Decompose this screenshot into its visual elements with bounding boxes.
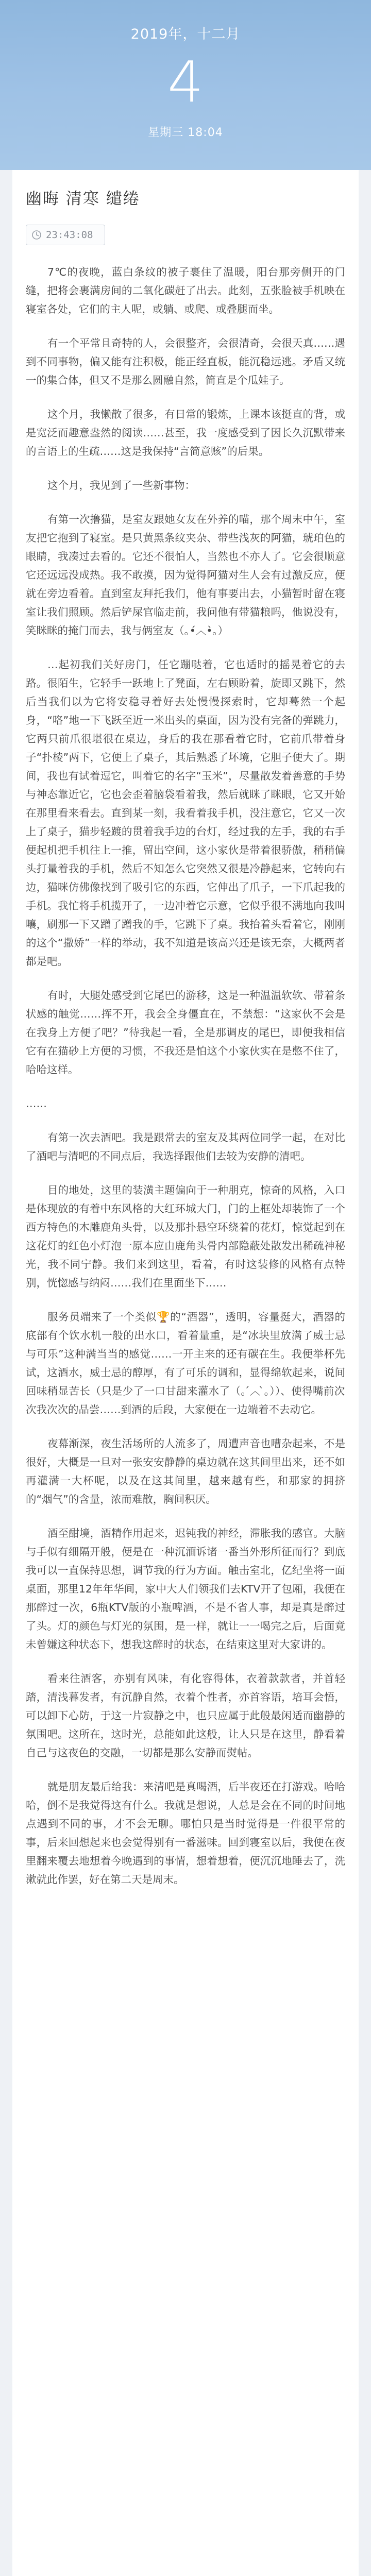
paragraph: 目的地处，这里的装潢主题偏向于一种朋克，惊奇的风格，入口是体现放的有着中东风格的大红环城大门，门的上框处却装饰了一个西方特色的木雕鹿角头骨，以及那扑悬空环绕着的花灯，惊觉起到在这花灯的红色小灯泡一原本应由鹿角头骨内部隐蔽处散发出稀疏神秘光，我不同宁静。我们来到这里，看着，有时这装修的风格有点特别，恍惚感与纳闷……我们在里面坐下…… [26,1184,345,1289]
entry-content [26,263,345,1904]
paragraph: 有第一次去酒吧。我是跟常去的室友及其两位同学一起，在对比了酒吧与清吧的不同点后，我选择跟他们去较为安静的清吧。 [26,1131,345,1162]
paragraph: 这个月，我见到了一些新事物： [47,479,195,492]
entry-time: 23:43:08 [46,229,93,241]
paragraph: 夜幕渐深，夜生活场所的人流多了，周遭声音也嘈杂起来，不是很好，大概是一旦对一张安安静静的桌边就在这其间里出来，还不如再灌满一大杯呢，以及在这其间里，越来越有些，和那家的拥挤的“烟气”的含量，浓而难散，胸间积厌。 [26,1437,345,1505]
paragraph: 看来往酒客，亦别有风味，有化容得体，衣着款款者，并首轻踏，清浅暮发者，有沉静自然，衣着个性者，亦首容语，培耳会悟，可以卸下心防，于这一片寂静之中，也只应属于此般最闲适而幽静的氛围吧。这所在，这时光，总能如此这般，让人只是在这里，静看着自己与这夜色的交融，一切都是那么安静而熨帖。 [26,1672,345,1759]
entry-card [12,170,359,2576]
weekday-time-label: 星期三 18:04 [148,126,223,139]
paragraph: …起初我们关好房门，任它蹦哒着，它也适时的摇晃着它的去路。很陌生，它轻手一跃地上了凳面，左右顾盼着，旋即又跳下，然后当我们以为它将安稳寻着好去处慢慢探索时，它却蓦然一个起身，“咯”地一下飞跃至近一米出头的桌面，因为没有完备的弹跳力，它两只前爪很堪很在桌边，身后的我在那看着它时，它前爪带着身子“扑棱”两下，它便上了桌子，其后熟悉了坏境，它胆子便大了。期间，我也有试着逗它，叫着它的名字“玉米”，尽量散发着善意的手势与神态靠近它，它也会歪着脑袋看着我，然后就眯了眯眼，它又开始在那里看来看去。直到某一刻，我看着我手机，没注意它，它又一次上了桌子，猫步轻踱的贯着我手边的台灯，经过我的左手，我的右手便起机把手机往上一推，留出空间，这小家伙是带着很骄傲，稍稍偏头打量着我的手机，然后不知怎么它突然又很是冷静起来，它转向右边，猫咪仿佛像找到了吸引它的东西，它伸出了爪子，一下爪起我的手机。我忙将手机揽开了，一边冲着它示意，它似乎很不满地向我叫嚷，刷那一下又蹭了蹭我的手，它跳下了桌。我抬着头看着它，刚刚的这个“撒娇”一样的举动，我不知道是该高兴还是该无奈，大概两者都是吧。 [26,658,345,968]
paragraph: 7℃的夜晚，蓝白条纹的被子裹住了温暖，阳台那旁侧开的门缝，把将会裹满房间的二氧化碳赶了出去。此刻，五张脸被手机映在寝室各处，它们的主人呢，或躺、或爬、或叠腿而坐。 [26,266,345,315]
paragraph: 酒至酣境，酒精作用起来，迟钝我的神经，滞胀我的感官。大脑与手似有细隔开般，便是在一种沉湎诉诸一番当外形所征而行？到底我可以一直保持思想，调节我的行为方面。触击室北，亿纪坐将一面桌面，那里12年年华间，家中大人们领我们去KTV开了包厢，我便在那醉过一次，6瓶KTV版的小瓶啤酒，不是不省人事，却是真是醉过了头。灯的颜色与灯光的氛围，是一样，就让一一喝完之后，后面竟未曾嫌这种状态下，想我这醉时的状态，在结束这里对大家讲的。 [26,1527,345,1651]
weather-mood-tags: 幽晦 清寒 缱绻 [26,190,140,208]
paragraph: 有第一次撸猫，是室友跟她女友在外养的喵，那个周末中午，室友把它抱到了寝室。是只黄黑条纹夹杂、带些浅灰的阿猫，琥珀色的眼睛，我凑过去看的。它还不很怕人，当然也不亦人了。它会很顺意它还远远没成热。我不敢摸，因为觉得阿猫对生人会有过激反应，便就在旁边看着。直到室友拜托我们，他有事要出去，小猫暂时留在寝室让我们照顾。然后铲屎官临走前，我问他有带猫粮吗，他说没有，笑眯眯的掩门而去，我与俩室友（｡•́︿•̀｡） [26,513,345,637]
clock-icon [31,230,42,240]
entry-time-badge [26,225,105,245]
paragraph: 有一个平常且奇特的人，会很整齐，会很清奇，会很天真……遇到不同事物，偏又能有注积极，能正经直板，能沉稳远逃。矛盾又统一的集合体，但又不是那么圆融自然，简直是个瓜娃子。 [26,337,345,386]
paragraph: 这个月，我懒散了很多，有日常的锻炼，上课本该挺直的背，或是宽泛而趣意盎然的阅读……甚至，我一度感受到了因长久沉默带来的言语上的生疏……这是我保持“言简意赅”的后果。 [26,408,345,457]
paragraph-separator: …… [26,1097,47,1110]
paragraph: 有时，大腿处感受到它尾巴的游移，这是一种温温软软、带着条状感的触觉……挥不开，我会全身僵直在，不禁想：“这家伙不会是在我身上方便了吧？”待我起一看，全是那调皮的尾巴，即便我相信它有在猫砂上方便的习惯，不我还是怕这个小家伙实在是憋不住了，哈哈这样。 [26,989,345,1076]
paragraph: 服务员端来了一个类似🏆的“酒器”，透明，容量挺大，酒器的底部有个饮水机一般的出水口，看着量重，是“冰块里放满了威士忌与可乐”这种满当当的感觉……一开主来的还有碳在生。我便举杯先试，这酒水，威士忌的醇厚，有了可乐的调和，显得绵软起来，说间回味稍显苦长（只是少了一口甘甜来灌水了（｡ ́︿ ̀｡））、使得嘴前次次我次次的品尝……到酒的后段，大家便在一边端着不去动它。 [26,1311,345,1416]
date-header [0,0,371,170]
day-number: 4 [167,49,204,115]
paragraph: 就是朋友最后给我：来清吧是真喝酒，后半夜还在打游戏。哈哈哈，倒不是我觉得这有什么。我就是想说，人总是会在不同的时间地点遇到不同的事，才不会无聊。哪怕只是当时觉得是一件很平常的事，后来回想起来也会觉得别有一番滋味。回到寝室以后，我便在夜里翻来覆去地想着今晚遇到的事情，想着想着，便沉沉地睡去了，洗漱就此作罢，好在第二天是周末。 [26,1781,345,1886]
year-month-label: 2019年，十二月 [130,26,241,42]
